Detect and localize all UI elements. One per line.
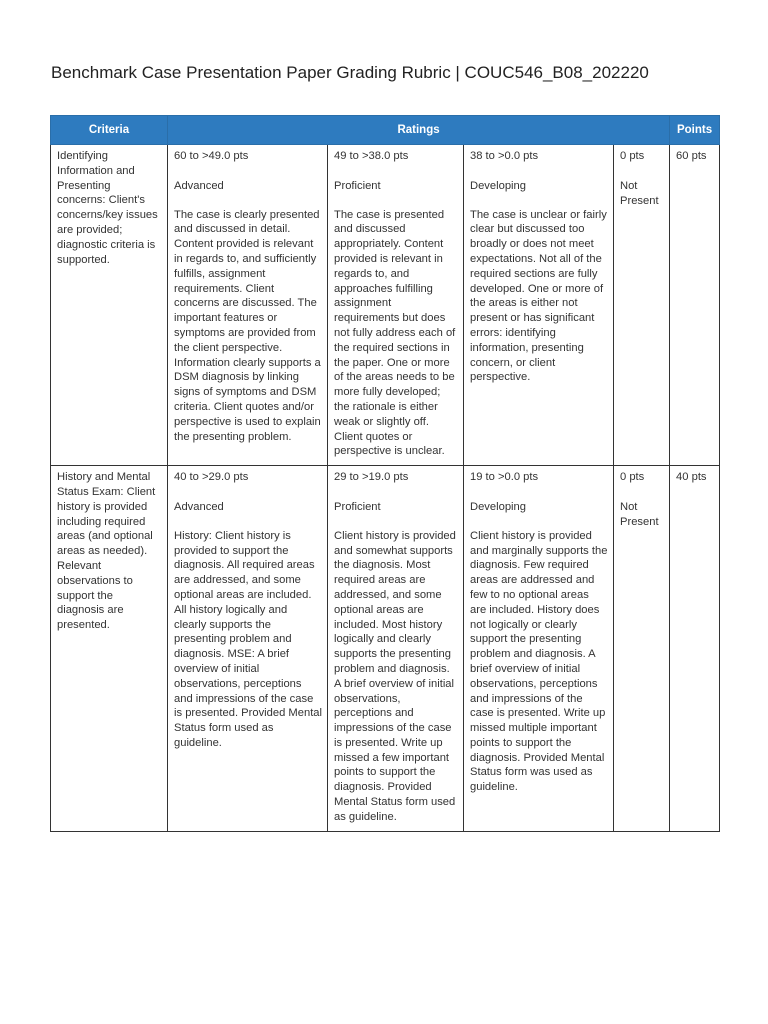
rating-cell [614, 145, 670, 466]
rating-points: 0 pts [620, 150, 645, 162]
points-header: Points [670, 116, 720, 145]
rating-cell [168, 145, 328, 466]
rating-level: Developing [470, 179, 526, 192]
rating-points: 19 to >0.0 pts [470, 471, 539, 484]
total-points-cell: 40 pts [670, 466, 720, 832]
rating-description: Client history is provided and somewhat supports the diagnosis. Most required areas are addressed, and some optional areas are included. Most history logically and clearly supports the presenting problem and diagnosis. A brief overview of initial observations, perceptions and impressions of the case is presented. Write up missed a few important points to support the diagnosis. Provided Mental Status form used as guideline. [334, 529, 456, 823]
rating-points: 60 to >49.0 pts [174, 150, 249, 162]
rating-level: Not Present [620, 500, 659, 528]
criterion-cell: Identifying Information and Presenting concerns: Client's concerns/key issues are provided; diagnostic criteria is supported. [51, 145, 168, 466]
rating-cell [464, 145, 614, 466]
rating-points: 0 pts [620, 471, 645, 484]
rating-points: 29 to >19.0 pts [334, 471, 409, 484]
rating-level: Advanced [174, 500, 224, 513]
rating-points: 49 to >38.0 pts [334, 150, 409, 162]
rating-description: Client history is provided and marginally supports the diagnosis. Few required areas are addressed and few to no optional areas are included. History does not logically or clearly support the presenting problem and diagnosis. A brief overview of initial observations, perceptions and impressions of the case is presented. Write up missed multiple important points to support the diagnosis. Provided Mental Status form was used as guideline. [470, 529, 608, 794]
rating-cell [328, 145, 464, 466]
rating-level: Developing [470, 500, 526, 513]
ratings-header: Ratings [168, 116, 670, 145]
rating-level: Advanced [174, 179, 224, 192]
rubric-table [50, 115, 720, 832]
criteria-header: Criteria [51, 116, 168, 145]
table-row [51, 145, 720, 466]
rating-description: The case is clearly presented and discussed in detail. Content provided is relevant in regards to, and sufficiently fulfills, assignment requirements. Client concerns are discussed. The important features or symptoms are provided from the client perspective. Information clearly supports a DSM diagnosis by linking signs of symptoms and DSM criteria. Client quotes and/or perspective is used to explain the presenting problem. [174, 208, 321, 443]
rating-level: Proficient [334, 500, 381, 513]
rating-points: 40 to >29.0 pts [174, 471, 249, 484]
rating-description: The case is presented and discussed appropriately. Content provided is relevant in regards to, and approaches fulfilling assignment requirements but does not fully address each of the required sections in the paper. One or more of the areas needs to be more fully developed; the rationale is either weak or slightly off. Client quotes or perspective is unclear. [334, 208, 456, 458]
rating-cell [614, 466, 670, 832]
criterion-cell: History and Mental Status Exam: Client history is provided including required areas (and optional areas as needed). Relevant observations to support the diagnosis are presented. [51, 466, 168, 832]
table-header-row [51, 116, 720, 145]
total-points-cell: 60 pts [670, 145, 720, 466]
rating-cell [464, 466, 614, 832]
rating-level: Proficient [334, 179, 381, 192]
table-row [51, 466, 720, 832]
rating-level: Not Present [620, 179, 659, 207]
rating-description: The case is unclear or fairly clear but discussed too broadly or does not meet expectations. Not all of the required sections are fully developed. One or more of the areas is either not present or has significant errors: identifying information, presenting concern, or client perspective. [470, 208, 607, 384]
rating-cell [328, 466, 464, 832]
rating-points: 38 to >0.0 pts [470, 150, 539, 162]
rating-description: History: Client history is provided to support the diagnosis. All required areas are addressed, and some optional areas are included. All history logically and clearly supports the presenting problem and diagnosis. MSE: A brief overview of initial observations, perceptions and impressions of the case is presented. Provided Mental Status form used as guideline. [174, 529, 323, 749]
rating-cell [168, 466, 328, 832]
page-title: Benchmark Case Presentation Paper Grading Rubric | COUC546_B08_202220 [51, 63, 649, 82]
